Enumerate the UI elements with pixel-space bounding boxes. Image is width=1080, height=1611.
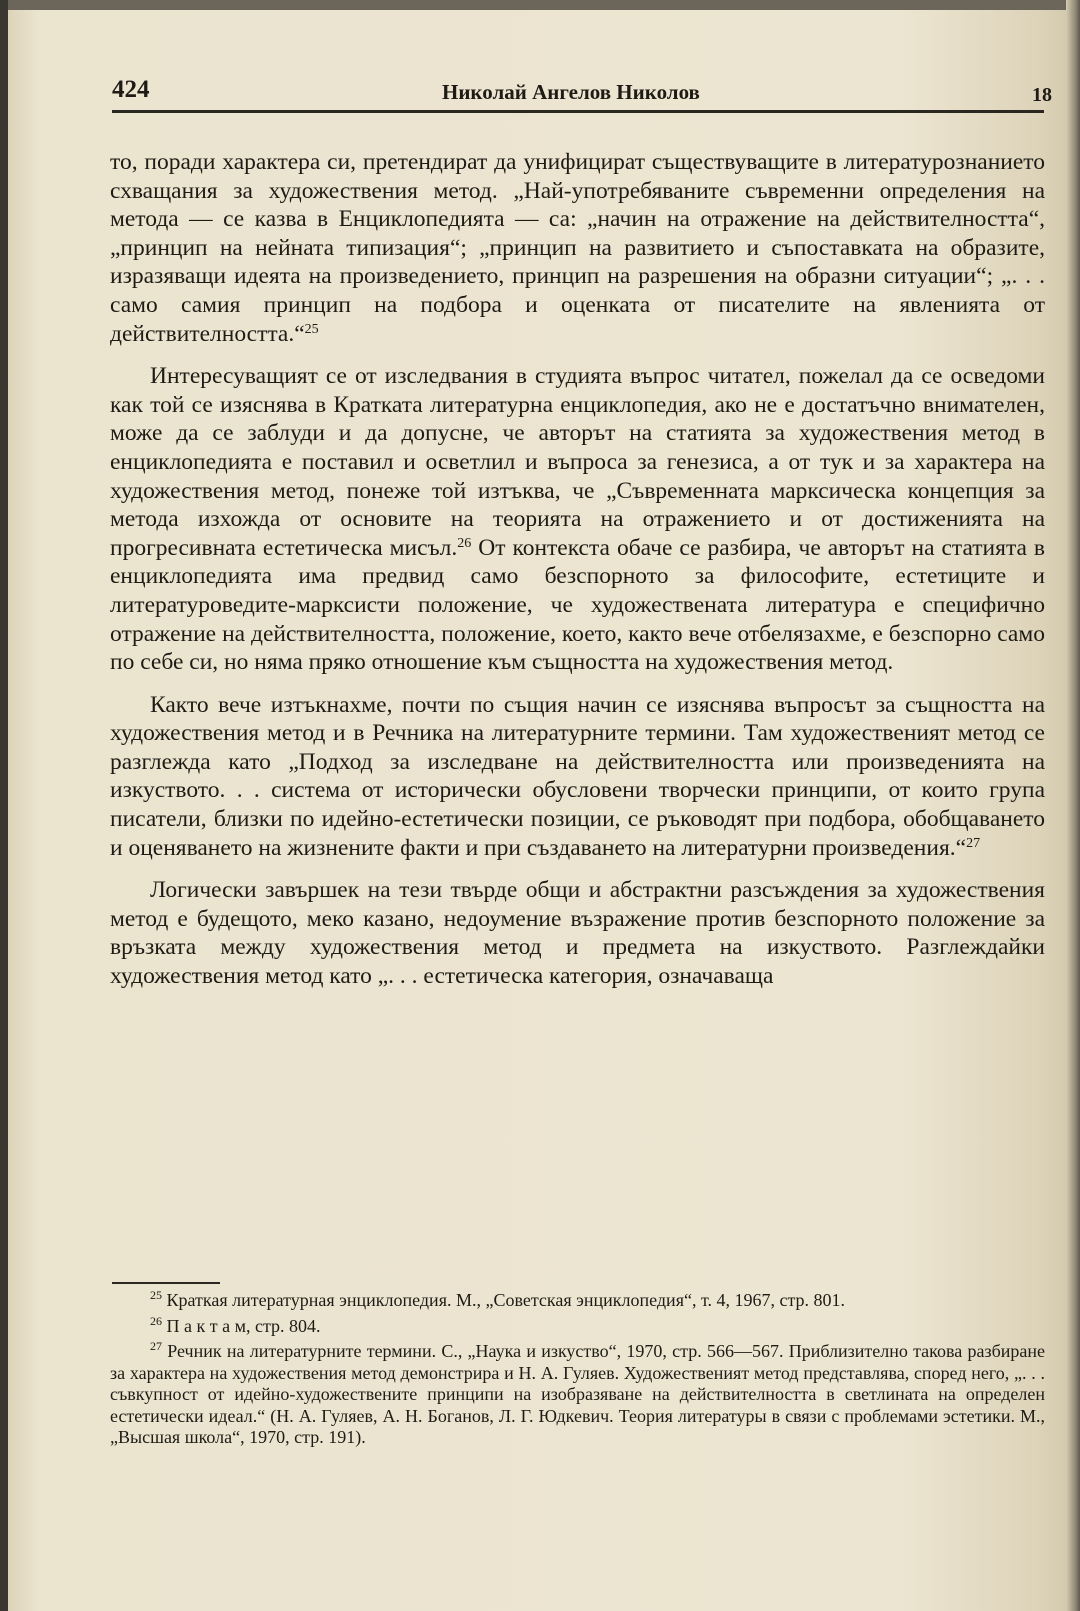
footnote-ref-25: 25: [304, 321, 319, 337]
edge-mark: 18: [1032, 84, 1052, 106]
footnote-ref-27: 27: [966, 835, 981, 851]
paragraph-1: то, поради характера си, претендират да унифицират съществуващите в литературознанието схващания за художествения метод. „Най-употребяваните съвременни определения на метода — се казва в Енциклопедията — са: „начин на отражение на действителността“, „принцип на нейната типизация“; „принцип на развитието и съпоставката на образите, изразяващи идеята на произведението, принцип на разрешения на образни ситуации“; „. . . само самия принцип на подбора и оценката от писателите на явленията от действителността.“$^{25}$: [110, 149, 1045, 347]
footnote-rule: [112, 1282, 220, 1284]
footnote-27: $^{27}$ Речник на литературните термини. С., „Наука и изкуство“, 1970, стр. 566—567. Приблизително такова разбиране за характера на художествения метод демонстрира и Н. А. Гуляев. Художественият метод представлява, според него, „. . . съвкупност от идейно-художествените принципи на изобразяване на действителността в светлината на определен естетически идеал.“ (Н. А. Гуляев, А. Н. Боганов, Л. Г. Юдкевич. Теория литературы в связи с проблемами эстетики. М., „Высшая школа“, 1970, стр. 191).: [110, 1339, 1045, 1447]
page-header: [112, 76, 1050, 116]
footnote-25: $^{25}$ Краткая литературная энциклопедия. М., „Советская энциклопедия“, т. 4, 1967, стр. 801.: [150, 1288, 846, 1310]
footnote-26: $^{26}$ П а к т а м, стр. 804.: [150, 1313, 321, 1336]
paragraph-2: Интересуващият се от изследвания в студията въпрос читател, пожелал да се осведоми как той се изяснява в Кратката литературна енциклопедия, ако не е достатъчно внимателен, може да се заблуди и да допусне, че авторът на статията за художествения метод в енциклопедията е поставил и осветлил и въпроса за генезиса, а от тук и за характера на художествения метод, понеже той изтъква, че „Съвременната марксическа концепция за метода изхожда от основите на теорията на отражението и от достиженията на прогресивната естетическа мисъл.$^{26}$ От контекста обаче се разбира, че авторът на статията в енциклопедията има предвид само безспорното за философите, естетиците и литературоведите-марксисти положение, че художествената литература е специфично отражение на действителността, положение, което, както вече отбелязахме, е безспорно само по себе си, но няма пряко отношение към същността на художествения метод.: [110, 363, 1045, 676]
header-rule: [112, 110, 1044, 113]
page-number: 424: [112, 76, 150, 103]
running-head: Николай Ангелов Николов: [442, 80, 700, 104]
scan-left-edge: [0, 0, 8, 1611]
footnotes: [110, 1290, 1045, 1453]
scan-right-edge: [1066, 0, 1080, 1611]
scan-top-edge: [0, 0, 1080, 10]
footnote-ref-26: 26: [457, 535, 472, 551]
paragraph-4: Логически завършек на тези твърде общи и абстрактни разсъждения за художествения метод е будещото, меко казано, недоумение възражение против безспорното положение за връзката между художествения метод и предмета на изкуството. Разглеждайки художествения метод като „. . . естетическа категория, означаваща: [110, 877, 1045, 990]
main-text: [110, 148, 1045, 1005]
paragraph-3: Както вече изтъкнахме, почти по същия начин се изяснява въпросът за същността на художествения метод и в Речника на литературните термини. Там художественият метод се разглежда като „Подход за изследване на действителността или произведенията на изкуството. . . система от исторически обусловени творчески принципи, от които група писатели, близки по идейно-естетически позиции, се ръководят при подбора, обобщаването и оценяването на жизнените факти и при създаването на литературни произведения.“$^{27}$: [110, 691, 1045, 861]
